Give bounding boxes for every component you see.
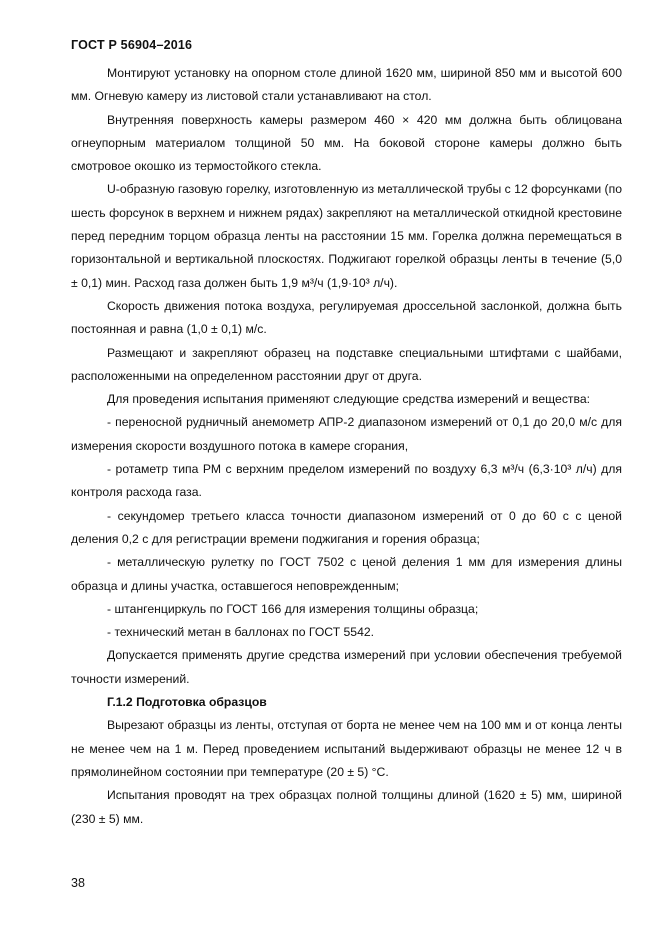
list-item: - переносной рудничный анемометр АПР-2 диапазоном измерений от 0,1 до 20,0 м/с для измерения скорости воздушного потока в камере сгорания, (71, 415, 622, 453)
page-number: 38 (71, 876, 85, 890)
paragraph: Испытания проводят на трех образцах полной толщины длиной (1620 ± 5) мм, шириной (230 ± 5) мм. (71, 788, 622, 826)
paragraph: Внутренняя поверхность камеры размером 460 × 420 мм должна быть облицована огнеупорным материалом толщиной 50 мм. На боковой стороне камеры должно быть смотровое окошко из термостойкого стекла. (71, 112, 622, 174)
paragraph: Для проведения испытания применяют следующие средства измерений и вещества: (107, 392, 591, 407)
paragraph: Скорость движения потока воздуха, регулируемая дроссельной заслонкой, должна быть постоянная и равна (1,0 ± 0,1) м/с. (71, 298, 622, 337)
list-item: - технический метан в баллонах по ГОСТ 5542. (107, 625, 375, 640)
body-text (71, 62, 622, 831)
paragraph: Монтируют установку на опорном столе длиной 1620 мм, шириной 850 мм и высотой 600 мм. Огневую камеру из листовой стали устанавливают на стол. (71, 66, 622, 104)
paragraph: Размещают и закрепляют образец на подставке специальными штифтами с шайбами, расположенными на определенном расстоянии друг от друга. (71, 345, 622, 383)
list-item: - ротаметр типа РМ с верхним пределом измерений по воздуху 6,3 м³/ч (6,3·10³ л/ч) для контроля расхода газа. (71, 462, 622, 500)
list-item: - секундомер третьего класса точности диапазоном измерений от 0 до 60 с с ценой деления 0,2 с для регистрации времени поджигания и горения образца; (71, 508, 622, 546)
subsection-title: Г.1.2 Подготовка образцов (107, 695, 267, 710)
paragraph: Допускается применять другие средства измерений при условии обеспечения требуемой точности измерений. (71, 648, 622, 686)
list-item: - штангенциркуль по ГОСТ 166 для измерения толщины образца; (107, 601, 479, 616)
paragraph: Вырезают образцы из ленты, отступая от борта не менее чем на 100 мм и от конца ленты не менее чем на 1 м. Перед проведением испытаний выдерживают образцы не менее 12 ч в прямолинейном состоянии при температуре (20 ± 5) °С. (71, 718, 622, 779)
standard-header: ГОСТ Р 56904–2016 (71, 38, 193, 52)
paragraph: U-образную газовую горелку, изготовленную из металлической трубы с 12 форсунками (по шесть форсунок в верхнем и нижнем рядах) закрепляют на металлической откидной крестовине перед передним торцом образца ленты на расстоянии 15 мм. Горелка должна перемещаться в горизонтальной и вертикальной плоскостях. Поджигают горелкой образцы ленты в течение (5,0 ± 0,1) мин. Расход газа должен быть 1,9 м³/ч (1,9·10³ л/ч). (71, 182, 622, 290)
list-item: - металлическую рулетку по ГОСТ 7502 с ценой деления 1 мм для измерения длины образца и длины участка, оставшегося неповрежденным; (71, 555, 622, 593)
